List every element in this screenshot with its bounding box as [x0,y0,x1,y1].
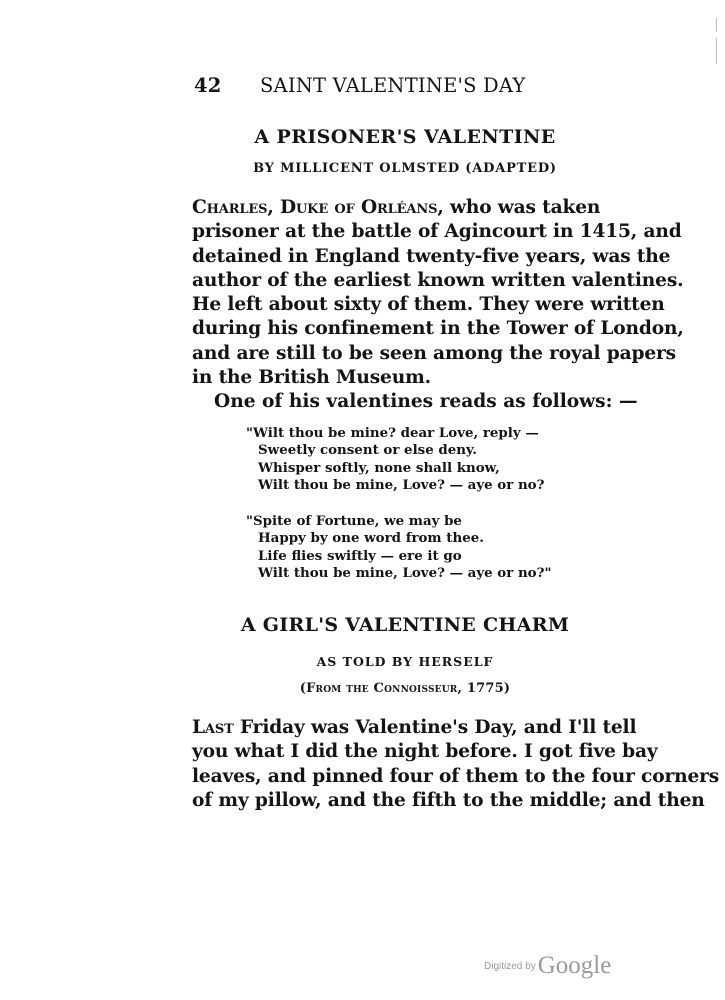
section-byline-olmsted: BY MILLICENT OLMSTED (ADAPTED) [253,161,557,176]
text-line: Charles, Duke of Orléans, who was taken [192,197,601,218]
text-line: you what I did the night before. I got five bay [192,741,658,763]
verse-line: "Spite of Fortune, we may be [246,513,462,529]
section-title-girls-valentine-charm: A GIRL'S VALENTINE CHARM [240,614,570,636]
verse-intro: One of his valentines reads as follows: — [214,391,638,412]
digitized-by-google-watermark [484,952,611,980]
text-line: He left about sixty of them. They were written [192,294,665,316]
section-title-prisoners-valentine: A PRISONER'S VALENTINE [254,126,556,148]
small-caps-lead: Last [192,717,234,738]
section-source: (From the Connoisseur, 1775) [299,681,511,696]
text-line: and are still to be seen among the royal papers [192,342,677,364]
running-head [194,74,544,97]
verse-line: Life flies swiftly — ere it go [258,547,462,564]
verse-stanza-1 [246,425,544,495]
text-line: author of the earliest known written valentines. [192,269,684,291]
paragraph-last-friday [192,716,720,813]
small-caps-lead: Charles, Duke of Orléans, [192,197,444,218]
google-logo: Google [537,952,612,979]
text-line: Last Friday was Valentine's Day, and I'll tell [192,717,637,738]
verse-line: "Wilt thou be mine? dear Love, reply — [246,425,539,441]
paragraph-charles [192,196,684,390]
text-line: leaves, and pinned four of them to the four corners [192,765,720,787]
scan-edge-mark [716,38,717,64]
verse-line: Whisper softly, none shall know, [258,459,500,476]
text-line: prisoner at the battle of Agincourt in 1415, and [192,221,682,243]
text-line: detained in England twenty-five years, was the [192,245,671,267]
text-line: in the British Museum. [192,367,431,389]
section-byline-herself: AS TOLD BY HERSELF [316,654,494,669]
digitized-label: Digitized by [484,961,536,972]
text-line: during his confinement in the Tower of London, [192,318,684,340]
scan-edge-mark [716,18,717,32]
verse-line: Sweetly consent or else deny. [258,442,477,459]
verse-line: Happy by one word from thee. [258,530,484,547]
running-title: SAINT VALENTINE'S DAY [260,74,526,97]
verse-stanza-2 [246,513,551,583]
text-line: of my pillow, and the fifth to the middle; and then [192,789,705,811]
page-number: 42 [194,74,222,97]
verse-line: Wilt thou be mine, Love? — aye or no? [258,477,545,494]
verse-line: Wilt thou be mine, Love? — aye or no?" [258,565,552,582]
